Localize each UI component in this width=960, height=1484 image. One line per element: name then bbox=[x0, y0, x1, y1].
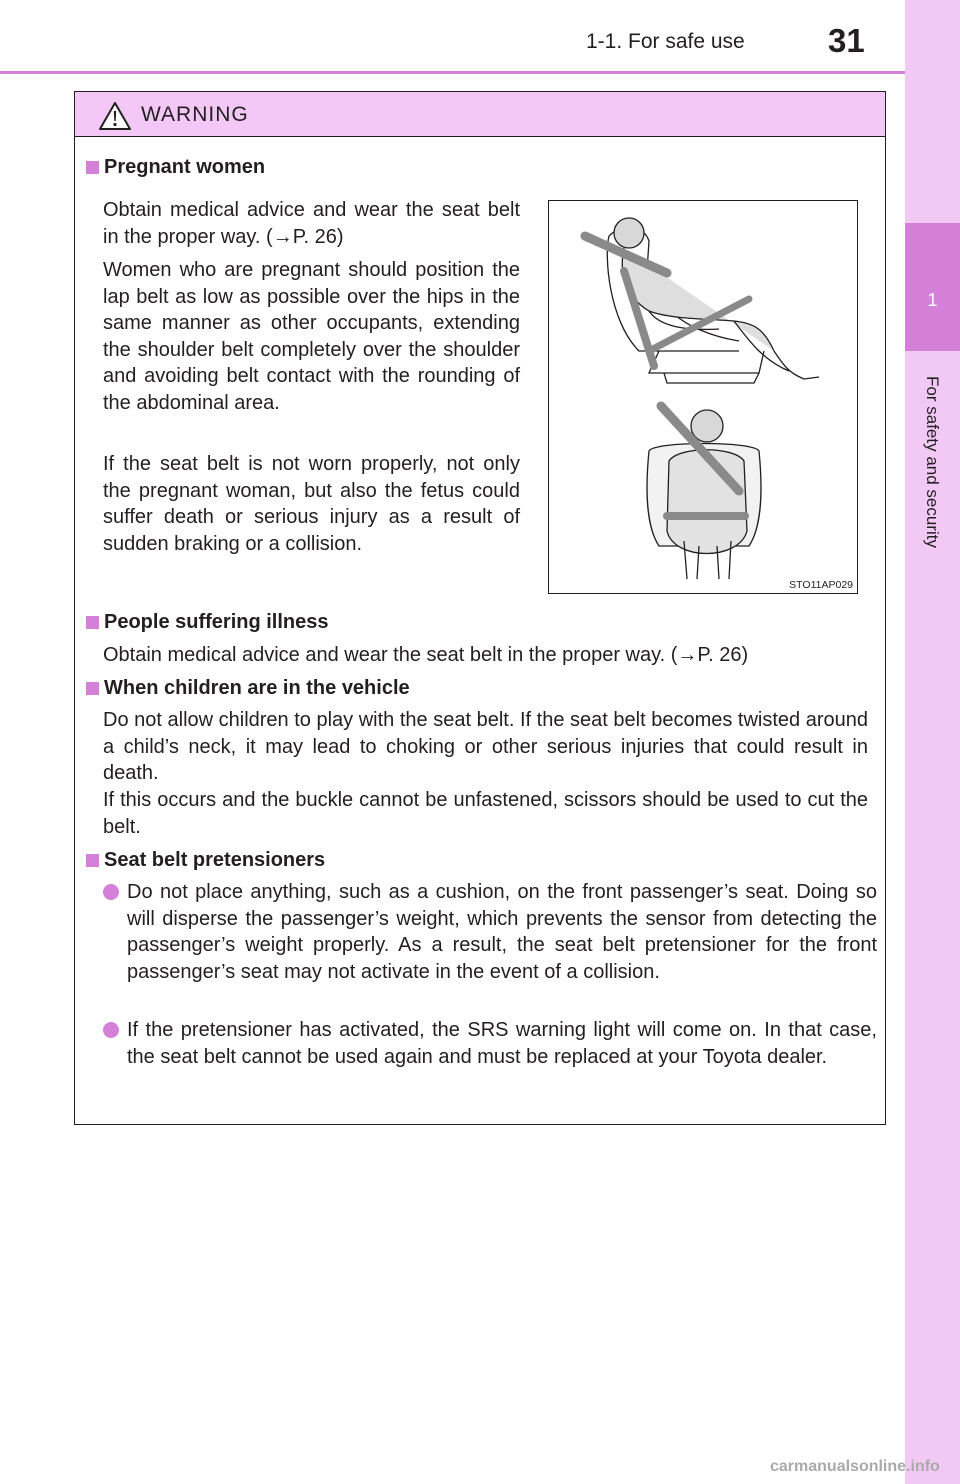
section-title-pretensioners: Seat belt pretensioners bbox=[104, 849, 326, 871]
header-divider bbox=[0, 71, 905, 74]
pretensioner-bullet-2: If the pretensioner has activated, the SRS warning light will come on. In that case, the seat belt cannot be used again and must be replaced at your Toyota dealer. bbox=[127, 1019, 877, 1068]
section-title-pregnant: Pregnant women bbox=[104, 156, 266, 178]
children-paragraph-2: If this occurs and the buckle cannot be unfastened, scissors should be used to cut the belt. bbox=[103, 789, 868, 838]
pregnant-seatbelt-illustration bbox=[548, 200, 858, 594]
figure-label: STO11AP029 bbox=[789, 579, 853, 591]
warning-label: WARNING bbox=[141, 103, 249, 126]
section-title-children: When children are in the vehicle bbox=[104, 677, 410, 699]
section-title-illness: People suffering illness bbox=[104, 611, 329, 633]
seatbelt-illustration-drawing bbox=[549, 201, 857, 593]
bullet-icon bbox=[103, 884, 119, 900]
section-marker-icon bbox=[86, 161, 99, 174]
section-marker-icon bbox=[86, 854, 99, 867]
bullet-icon bbox=[103, 1022, 119, 1038]
section-marker-icon bbox=[86, 682, 99, 695]
chapter-tab-active[interactable] bbox=[905, 223, 960, 351]
watermark: carmanualsonline.info bbox=[770, 1458, 940, 1475]
children-paragraph-1: Do not allow children to play with the seat belt. If the seat belt becomes twisted around a child’s neck, it may lead to choking or other serious injuries that could result in death. bbox=[103, 709, 868, 784]
pregnant-paragraph-2: Women who are pregnant should position the lap belt as low as possible over the hips in the same manner as other occupants, extending the shoulder belt completely over the shoulder and avoiding belt contact with the rounding of the abdominal area. bbox=[103, 259, 520, 414]
chapter-number: 1 bbox=[927, 290, 938, 310]
section-marker-icon bbox=[86, 616, 99, 629]
warning-icon bbox=[99, 102, 131, 130]
pregnant-paragraph-3: If the seat belt is not worn properly, not only the pregnant woman, but also the fetus could suffer death or serious injury as a result of sudden braking or a collision. bbox=[103, 453, 520, 555]
chapter-title-text: For safety and security bbox=[923, 376, 942, 548]
illness-paragraph: Obtain medical advice and wear the seat belt in the proper way. (→P. 26) bbox=[103, 644, 749, 666]
warning-header bbox=[75, 92, 885, 137]
pregnant-paragraph-1: Obtain medical advice and wear the seat belt in the proper way. (→P. 26) bbox=[103, 199, 520, 248]
page-number: 31 bbox=[828, 22, 865, 59]
pretensioner-bullet-1: Do not place anything, such as a cushion, on the front passenger’s seat. Doing so will disperse the passenger’s weight, which prevents the sensor from detecting the passenger’s weight properly. As a result, the seat belt pretensioner for the front passenger’s seat may not activate in the event of a collision. bbox=[127, 881, 877, 983]
header-section-title: 1-1. For safe use bbox=[586, 30, 745, 53]
